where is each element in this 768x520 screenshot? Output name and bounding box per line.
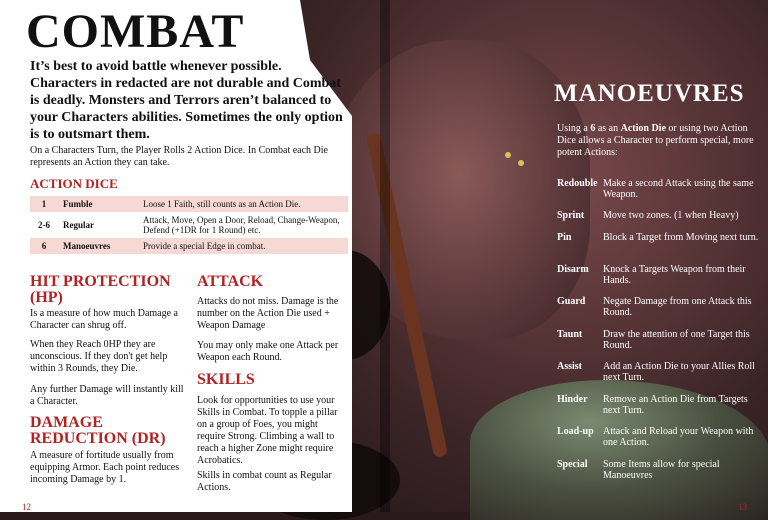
skills-paragraph: Look for opportunities to use your Skills in Combat. To topple a pillar on a group of Foes, you might require Strong. Climbing a wall to reach a higher Zone might require Acrobatics. [197, 395, 338, 466]
manoeuvres-title: MANOEUVRES [554, 80, 745, 107]
action-dice-heading: ACTION DICE [30, 176, 118, 191]
manoeuvres-intro [557, 123, 757, 159]
intro-text: or using two Action Dice allows a Character to perform special, more potent Actions: [557, 123, 754, 158]
manoeuvre-name: Sprint [557, 210, 585, 221]
result-cell: Manoeuvres [63, 241, 111, 251]
dr-paragraph: A measure of fortitude usually from equipping Armor. Each point reduces incoming Damage by 1. [30, 450, 180, 485]
hp-paragraph: Is a measure of how much Damage a Character can shrug off. [30, 308, 178, 331]
intro-six: 6 [590, 123, 596, 134]
manoeuvre-name: Redouble [557, 178, 598, 189]
intro-paragraph: It’s best to avoid battle whenever possible. Characters in redacted are not durable and Combat is deadly. Monsters and Terrors aren’t balanced to your Characters abilities. Sometimes the only option is to outsmart them. [30, 59, 343, 142]
intro-action-die: Action Die [620, 123, 666, 134]
manoeuvre-desc: Draw the attention of one Target this Round. [603, 329, 750, 351]
skills-paragraph: Skills in combat count as Regular Actions. [197, 470, 332, 493]
table-row [30, 212, 348, 238]
creature-eye [518, 160, 524, 166]
hp-paragraph: When they Reach 0HP they are unconscious. If they don't get help within 3 Rounds, they Die. [30, 339, 168, 374]
page-title: COMBAT [26, 5, 245, 58]
manoeuvre-name: Pin [557, 232, 572, 243]
manoeuvre-desc: Negate Damage from one Attack this Round. [603, 296, 752, 318]
skills-heading: SKILLS [197, 371, 255, 388]
manoeuvre-name: Taunt [557, 329, 583, 340]
manoeuvre-name: Load-up [557, 426, 594, 437]
manoeuvre-name: Special [557, 459, 588, 470]
manoeuvre-desc: Add an Action Die to your Allies Roll next Turn. [603, 361, 755, 383]
effect-cell: Provide a special Edge in combat. [143, 241, 266, 251]
manoeuvre-desc: Knock a Targets Weapon from their Hands. [603, 264, 746, 286]
manoeuvre-name: Guard [557, 296, 586, 307]
page-number: 12 [22, 502, 31, 512]
page-gutter [380, 0, 390, 512]
result-cell: Fumble [63, 199, 93, 209]
manoeuvre-name: Hinder [557, 394, 588, 405]
action-dice-table [30, 196, 348, 254]
manoeuvre-desc: Make a second Attack using the same Weapon. [603, 178, 754, 200]
intro-text: Using a [557, 123, 591, 134]
roll-cell: 6 [41, 241, 47, 251]
page-number: 13 [738, 502, 747, 512]
damage-reduction-heading: DAMAGE REDUCTION (DR) [30, 414, 166, 447]
roll-cell: 1 [41, 199, 47, 209]
hit-protection-heading: HIT PROTECTION (HP) [30, 273, 171, 306]
attack-paragraph: You may only make one Attack per Weapon each Round. [197, 340, 339, 363]
turn-paragraph: On a Characters Turn, the Player Rolls 2 Action Dice. In Combat each Die represents an Action they can take. [30, 145, 328, 168]
manoeuvre-desc: Move two zones. (1 when Heavy) [603, 210, 739, 221]
table-row [30, 196, 348, 212]
effect-cell: Loose 1 Faith, still counts as an Action Die. [143, 199, 301, 209]
result-cell: Regular [63, 220, 94, 230]
attack-paragraph: Attacks do not miss. Damage is the number on the Action Die used + Weapon Damage [197, 296, 339, 331]
manoeuvre-name: Assist [557, 361, 583, 372]
creature-eye [505, 152, 511, 158]
manoeuvre-desc: Remove an Action Die from Targets next Turn. [603, 394, 748, 416]
effect-cell: Attack, Move, Open a Door, Reload, Change-Weapon, Defend (+1DR for 1 Round) etc. [143, 215, 340, 235]
manoeuvre-desc: Block a Target from Moving next turn. [603, 232, 759, 243]
manoeuvre-desc: Some Items allow for special Manoeuvres [603, 459, 720, 481]
table-row [30, 238, 348, 254]
manoeuvre-name: Disarm [557, 264, 589, 275]
intro-text: as an [595, 123, 621, 134]
roll-cell: 2-6 [38, 220, 50, 230]
hp-paragraph: Any further Damage will instantly kill a Character. [30, 384, 184, 407]
manoeuvre-desc: Attack and Reload your Weapon with one Action. [603, 426, 754, 448]
attack-heading: ATTACK [197, 273, 264, 290]
